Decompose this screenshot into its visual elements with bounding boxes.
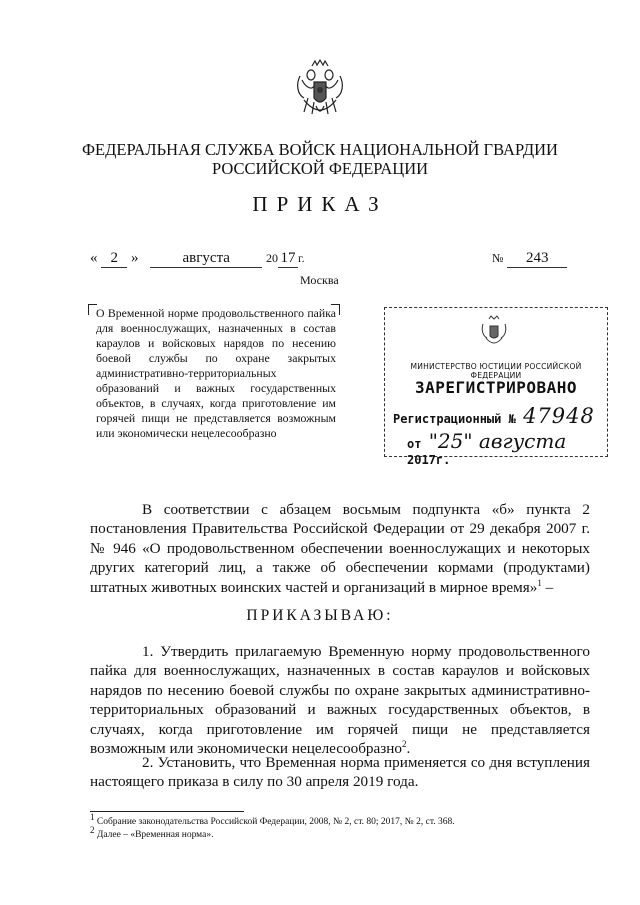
footnote-ref-1: 1 <box>537 577 542 588</box>
footnote-2-mark: 2 <box>90 824 95 835</box>
subject-text: О Временной норме продовольственного пайка для военнослужащих, назначенных в состав караулов и войсковых нарядов по несению боевой службы по охране закрытых административно-территориальных образований и важных государственных объектов, в случаях, когда приготовление им горячей пищи не представляется возможным или экономически нецелесообразно <box>96 306 336 440</box>
date-month: августа <box>150 250 262 268</box>
footnote-1-mark: 1 <box>90 811 95 822</box>
preamble-paragraph <box>90 500 590 597</box>
item-1-text: 1. Утвердить прилагаемую Временную норму продовольственного пайка для военнослужащих, назначенных в состав караулов и войсковых нарядов по несению боевой службы по охране закрытых административно-территориальных образований и важных государственных объектов, в случаях, когда приготовление им горячей пищи не представляется возможным или экономически нецелесообразно <box>90 643 590 758</box>
order-number <box>492 250 567 268</box>
item-2-paragraph <box>90 753 590 792</box>
item-1-paragraph <box>90 642 590 758</box>
number-label: № <box>492 251 504 265</box>
number-value: 243 <box>507 250 567 268</box>
preamble-text: В соответствии с абзацем восьмым подпункта «б» пункта 2 постановления Правительства Российской Федерации от 29 декабря 2007 г. № 946 «О продовольственном обеспечении военнослужащих и некоторых других категорий лиц, а также об обеспечении кормами (продуктами) штатных животных воинских частей и организаций в мирное время» <box>90 501 590 596</box>
item-2-text: 2. Установить, что Временная норма применяется со дня вступления настоящего приказа в силу по 30 апреля 2019 года. <box>90 754 590 791</box>
date-day: 2 <box>101 250 127 268</box>
city: Москва <box>300 273 339 287</box>
date-day-open-quote: « <box>90 250 102 266</box>
registration-stamp <box>384 307 608 467</box>
stamp-emblem-icon <box>479 314 509 346</box>
stamp-date-label: от <box>407 437 422 451</box>
stamp-reg-number: 47948 <box>523 404 595 428</box>
footnote-1 <box>90 811 590 829</box>
footnote-separator <box>90 811 244 812</box>
stamp-reg-label: Регистрационный № <box>393 412 516 426</box>
footnote-ref-2: 2 <box>401 738 407 749</box>
date-day-close-quote: » <box>127 250 139 266</box>
stamp-date-handwritten: "25" августа <box>428 429 567 453</box>
agency-name-line-1: ФЕДЕРАЛЬНАЯ СЛУЖБА ВОЙСК НАЦИОНАЛЬНОЙ ГВАРДИИ <box>82 140 558 159</box>
footnote-2 <box>90 824 590 842</box>
footnote-1-text: Собрание законодательства Российской Федерации, 2008, № 2, ст. 80; 2017, № 2, ст. 368. <box>94 817 455 827</box>
order-date <box>90 250 305 268</box>
order-word: ПРИКАЗЫВАЮ: <box>246 607 394 624</box>
footnotes <box>90 811 590 841</box>
item-1-end: . <box>406 740 411 758</box>
footnote-2-text: Далее – «Временная норма». <box>94 829 214 840</box>
stamp-date-row <box>407 429 607 467</box>
stamp-reg-number-row <box>393 404 595 428</box>
stamp-ministry: МИНИСТЕРСТВО ЮСТИЦИИ РОССИЙСКОЙ ФЕДЕРАЦИИ <box>410 362 582 380</box>
date-year-prefix: 20 <box>266 251 278 265</box>
stamp-date-year: 2017г. <box>407 453 451 467</box>
agency-name-line-2: РОССИЙСКОЙ ФЕДЕРАЦИИ <box>211 159 429 178</box>
preamble-dash: – <box>541 578 554 596</box>
stamp-registered: ЗАРЕГИСТРИРОВАНО <box>414 378 578 397</box>
state-emblem-icon <box>292 58 348 120</box>
date-year-suffix: г. <box>298 251 305 265</box>
document-type-title: ПРИКАЗ <box>252 192 388 216</box>
order-subject <box>96 306 336 441</box>
date-year: 17 <box>278 250 298 268</box>
